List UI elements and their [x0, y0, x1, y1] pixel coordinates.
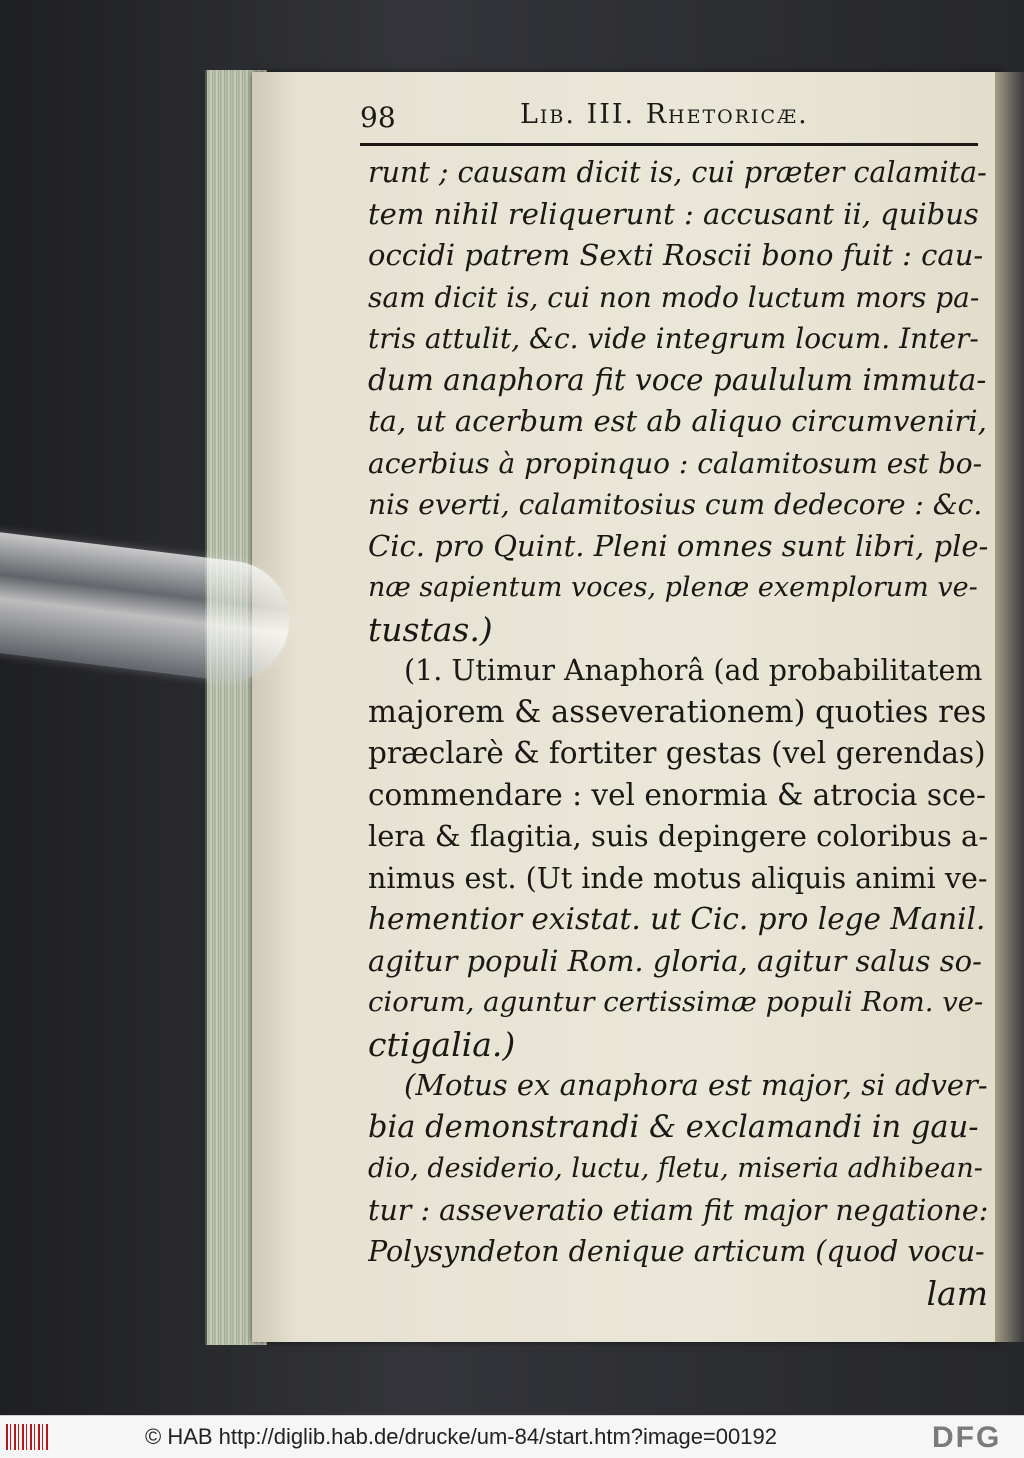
text-line: ctigalia.) — [368, 1024, 516, 1064]
text-line: ta, ut acerbum est ab aliquo circumveniri, — [368, 404, 987, 438]
text-line: nimus est. (Ut inde motus aliquis animi ve- — [368, 861, 988, 895]
text-line: hementior existat. ut Cic. pro lege Manil. — [368, 902, 986, 936]
page-header — [360, 95, 960, 135]
page-number: 98 — [360, 101, 396, 134]
text-line: lera & flagitia, suis depingere coloribus a- — [368, 819, 988, 853]
text-line: occidi patrem Sexti Roscii bono fuit : cau- — [368, 238, 984, 272]
text-line: ciorum, aguntur certissimæ populi Rom. ve- — [368, 986, 984, 1018]
text-line: lam — [926, 1273, 988, 1313]
viewer-footer — [0, 1415, 1024, 1458]
copyright-link[interactable]: © HAB http://diglib.hab.de/drucke/um-84/start.htm?image=00192 — [145, 1424, 777, 1449]
text-line: tustas.) — [368, 609, 493, 649]
text-line: Cic. pro Quint. Pleni omnes sunt libri, ple- — [368, 528, 988, 563]
barcode-icon — [6, 1424, 50, 1450]
page-text — [368, 152, 988, 1314]
text-line: tur : asseveratio etiam fit major negatione: — [368, 1193, 988, 1227]
text-line: sam dicit is, cui non modo luctum mors pa- — [368, 280, 980, 314]
text-line: agitur populi Rom. gloria, agitur salus so- — [368, 943, 982, 978]
running-title: Lib. III. Rhetoricæ. — [520, 99, 809, 130]
text-line: næ sapientum voces, plenæ exemplorum ve- — [368, 572, 978, 603]
text-line: bia demonstrandi & exclamandi in gau- — [368, 1109, 979, 1145]
text-line: nis everti, calamitosius cum dedecore : &c. — [368, 488, 983, 521]
text-line: commendare : vel enormia & atrocia sce- — [368, 777, 986, 812]
text-line: tris attulit, &c. vide integrum locum. Inter- — [368, 322, 979, 355]
text-line: Polysyndeton denique articum (quod vocu- — [368, 1235, 985, 1268]
text-line: præclarè & fortiter gestas (vel gerendas) — [368, 736, 986, 770]
text-line: (Motus ex anaphora est major, si adver- — [404, 1068, 988, 1102]
text-line: tem nihil reliquerunt : accusant ii, quibus — [368, 196, 979, 231]
text-line: runt ; causam dicit is, cui præter calamita- — [368, 156, 987, 189]
text-line: majorem & asseverationem) quoties res — [368, 694, 987, 730]
page-gutter-shadow — [995, 72, 1024, 1342]
text-line: dum anaphora fit voce paululum immuta- — [368, 362, 987, 397]
header-rule — [360, 143, 978, 146]
text-line: dio, desiderio, luctu, fletu, miseria adhibean- — [368, 1153, 983, 1184]
text-line: acerbius à propinquo : calamitosum est bo- — [368, 446, 983, 480]
text-line: (1. Utimur Anaphorâ (ad probabilitatem — [404, 654, 983, 687]
dfg-logo: DFG — [932, 1421, 1002, 1454]
